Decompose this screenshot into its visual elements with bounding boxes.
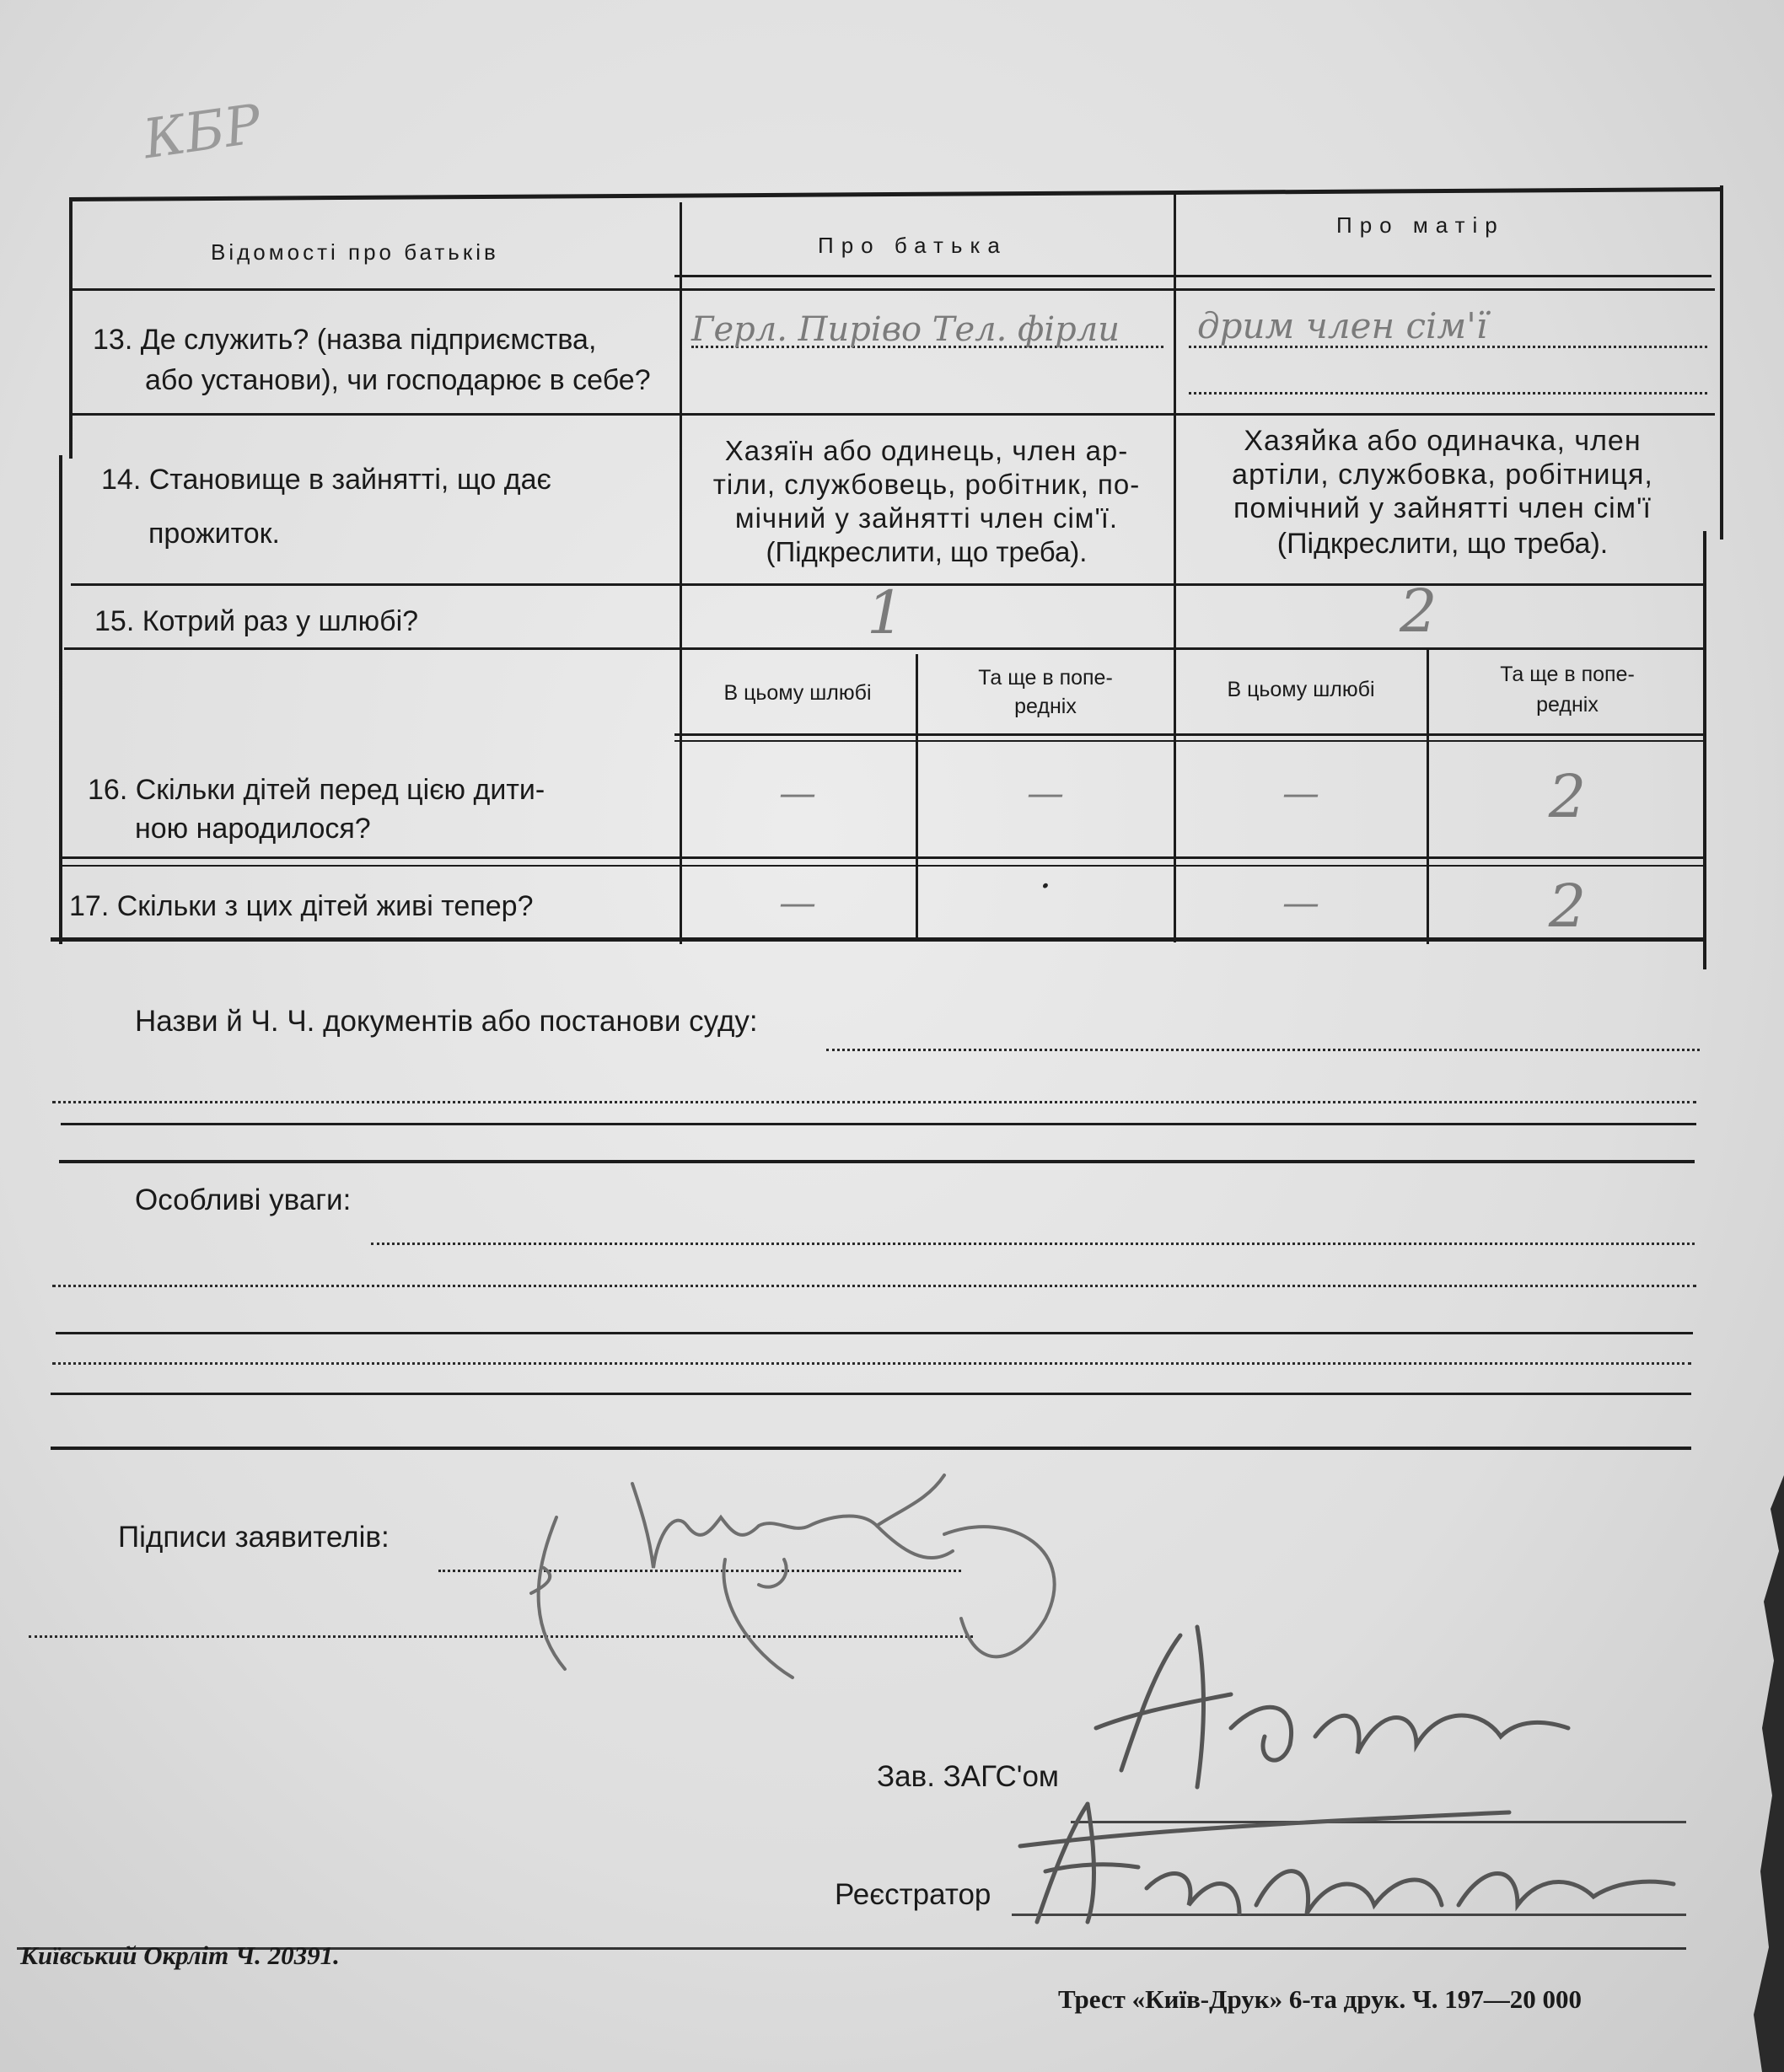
header-mother: Про матір bbox=[1336, 212, 1505, 238]
subheader-mother-previous-2: редніх bbox=[1536, 693, 1599, 717]
documents-label: Назви й Ч. Ч. документів або постанови суду: bbox=[135, 1005, 758, 1038]
row14-mother-options-3: помічний у зайнятті член сім'ї bbox=[1233, 492, 1652, 524]
row15-father-value: 1 bbox=[867, 578, 905, 647]
row16-father-previous-value: — bbox=[1027, 772, 1064, 815]
row16-mother-previous-value: 2 bbox=[1548, 762, 1587, 831]
row15-label: 15. Котрий раз у шлюбі? bbox=[94, 605, 419, 637]
row17-father-previous-value: · bbox=[1040, 865, 1051, 908]
row15-mother-value: 2 bbox=[1400, 577, 1437, 646]
row17-label: 17. Скільки з цих дітей живі тепер? bbox=[69, 890, 534, 922]
row14-father-options-1: Хазяїн або одинець, член ар- bbox=[724, 435, 1129, 466]
row13-label: 13. Де служить? (назва підприємства, bbox=[93, 324, 597, 356]
row13-label-2: або установи), чи господарює в себе? bbox=[145, 364, 651, 396]
row13-mother-value: дрим член сім'ї bbox=[1197, 305, 1488, 346]
subheader-father-this-marriage: В цьому шлюбі bbox=[723, 681, 872, 705]
row14-father-options-4: (Підкреслити, що треба). bbox=[766, 536, 1088, 567]
header-father: Про батька bbox=[818, 233, 1008, 258]
row14-label-2: прожиток. bbox=[148, 518, 281, 550]
row16-father-this-value: — bbox=[779, 772, 816, 815]
torn-edge bbox=[1720, 1475, 1784, 2072]
row14-father-options-2: тіли, службовець, робітник, по- bbox=[712, 469, 1141, 500]
row16-label: 16. Скільки дітей перед цією дити- bbox=[88, 774, 545, 806]
corner-note: КБР bbox=[139, 93, 266, 172]
subheader-father-previous-2: редніх bbox=[1014, 695, 1077, 718]
row14-mother-options-1: Хазяйка або одиначка, член bbox=[1244, 425, 1642, 457]
subheader-mother-previous: Та ще в попе- bbox=[1500, 663, 1635, 686]
row17-father-this-value: — bbox=[779, 882, 816, 925]
row17-mother-this-value: — bbox=[1282, 882, 1319, 925]
row17-mother-previous-value: 2 bbox=[1548, 872, 1587, 941]
applicant-signature bbox=[506, 1458, 1079, 1703]
footer-censor-number: Київський Окрліт Ч. 20391. bbox=[20, 1940, 340, 1970]
row14-mother-options-4: (Підкреслити, що треба). bbox=[1276, 528, 1609, 560]
subheader-mother-this-marriage: В цьому шлюбі bbox=[1227, 678, 1375, 701]
zags-head-label: Зав. ЗАГС'ом bbox=[877, 1760, 1059, 1793]
row16-label-2: ною народилося? bbox=[135, 813, 371, 845]
registrar-label: Реєстратор bbox=[835, 1878, 991, 1911]
row16-mother-this-value: — bbox=[1282, 772, 1319, 815]
signatures-label: Підписи заявителів: bbox=[118, 1521, 390, 1554]
footer-printer-info: Трест «Київ-Друк» 6-та друк. Ч. 197—20 000 bbox=[1058, 1984, 1582, 2014]
row14-mother-options-2: артіли, службовка, робітниця, bbox=[1232, 459, 1653, 491]
subheader-father-previous: Та ще в попе- bbox=[978, 666, 1113, 690]
row14-father-options-3: мічний у зайнятті член сім'ї. bbox=[734, 502, 1119, 534]
header-parents-info: Відомості про батьків bbox=[211, 239, 499, 265]
remarks-label: Особливі уваги: bbox=[135, 1184, 352, 1216]
registrar-signature bbox=[986, 1753, 1678, 1947]
row13-father-value: Герл. Пиріво Тел. фірли bbox=[691, 310, 1120, 349]
row14-label: 14. Становище в зайнятті, що дає bbox=[101, 464, 551, 496]
